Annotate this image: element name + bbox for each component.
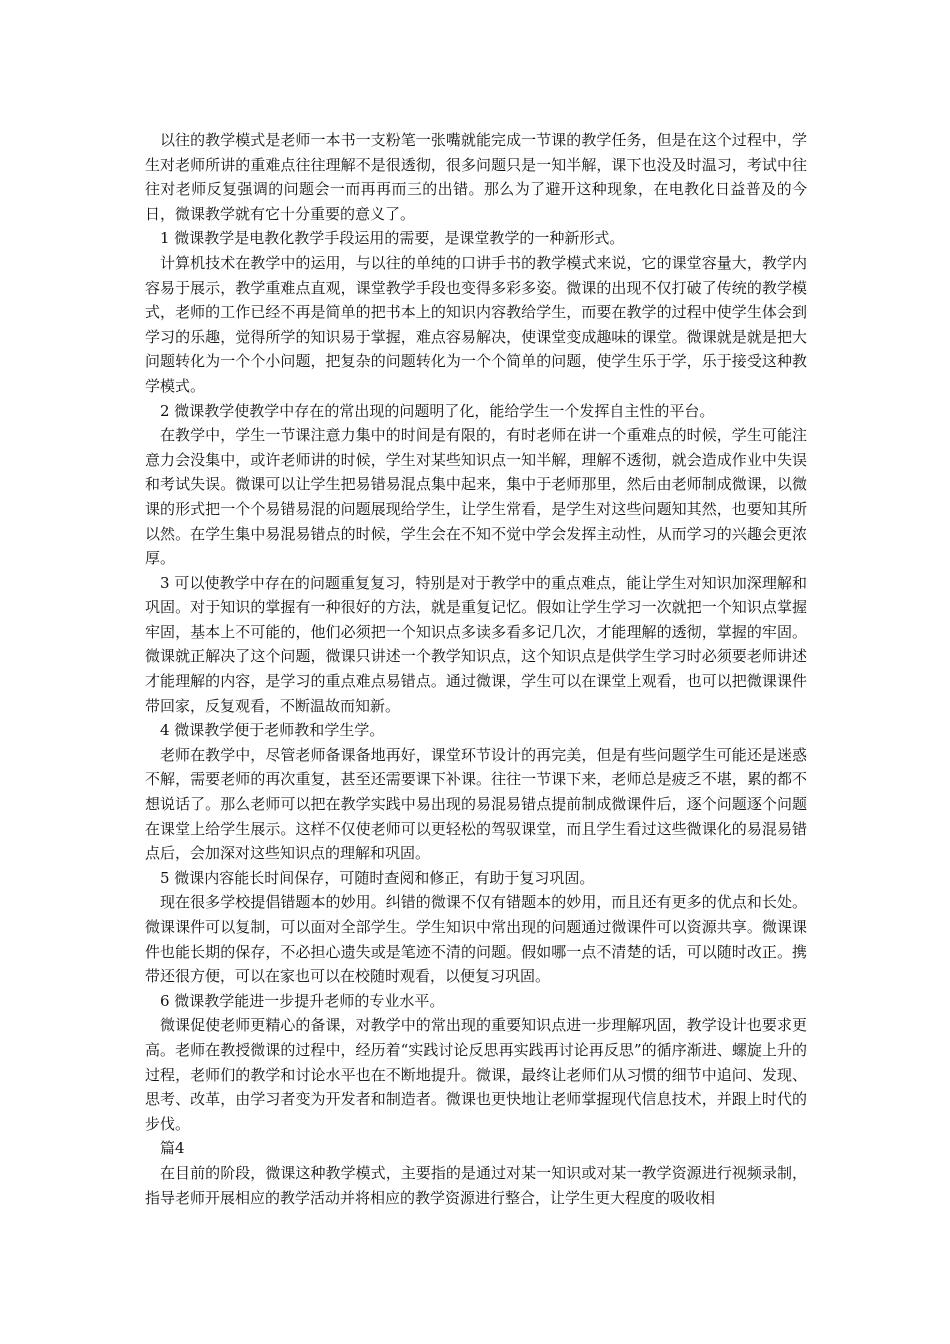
paragraph: 现在很多学校提倡错题本的妙用。纠错的微课不仅有错题本的妙用，而且还有更多的优点和长处。微课课件可以复制，可以面对全部学生。学生知识中常出现的问题通过微课件可以资源共享。微课课件也能长期的保存，不必担心遗失或是笔迹不清的问题。假如哪一点不清楚的话，可以随时改正。携带还很方便，可以在家也可以在校随时观看，以便复习巩固。 bbox=[145, 893, 807, 986]
section-heading-1: 1 微课教学是电教化教学手段运用的需要，是课堂教学的一种新形式。 bbox=[160, 229, 625, 248]
chapter-heading: 篇4 bbox=[160, 1139, 185, 1158]
paragraph: 老师在教学中，尽管老师备课备地再好，课堂环节设计的再完美，但是有些问题学生可能还是迷惑不解，需要老师的再次重复，甚至还需要课下补课。往往一节课下来，老师总是疲乏不堪，累的都不想说话了。那么老师可以把在教学实践中易出现的易混易错点提前制成微课件后，逐个问题逐个问题在课堂上给学生展示。这样不仅使老师可以更轻松的驾驭课堂，而且学生看过这些微课化的易混易错点后，会加深对这些知识点的理解和巩固。 bbox=[145, 745, 807, 863]
section-heading-4: 4 微课教学便于老师教和学生学。 bbox=[160, 721, 385, 740]
intro-paragraph: 以往的教学模式是老师一本书一支粉笔一张嘴就能完成一节课的教学任务，但是在这个过程中，学生对老师所讲的重难点往往理解不是很透彻，很多问题只是一知半解，课下也没及时温习，考试中往往对老师反复强调的问题会一而再再而三的出错。那么为了避开这种现象，在电教化日益普及的今日，微课教学就有它十分重要的意义了。 bbox=[145, 131, 807, 223]
paragraph: 计算机技术在教学中的运用，与以往的单纯的口讲手书的教学模式来说，它的课堂容量大，教学内容易于展示，教学重难点直观，课堂教学手段也变得多彩多姿。微课的出现不仅打破了传统的教学模式，老师的工作已经不再是简单的把书本上的知识内容教给学生，而要在教学的过程中使学生体会到学习的乐趣，觉得所学的知识易于掌握，难点容易解决，使课堂变成趣味的课堂。微课就是就是把大问题转化为一个个小问题，把复杂的问题转化为一个个简单的问题，使学生乐于学，乐于接受这种教学模式。 bbox=[145, 253, 807, 395]
paragraph: 微课促使老师更精心的备课，对教学中的常出现的重要知识点进一步理解巩固，教学设计也要求更高。老师在教授微课的过程中，经历着“实践讨论反思再实践再讨论再反思”的循序渐进、螺旋上升的过程，老师们的教学和讨论水平也在不断地提升。微课，最终让老师们从习惯的细节中追问、发现、思考、改革，由学习者变为开发者和制造者。微课也更快地让老师掌握现代信息技术，并跟上时代的步伐。 bbox=[145, 1016, 807, 1133]
paragraph: 在教学中，学生一节课注意力集中的时间是有限的，有时老师在讲一个重难点的时候，学生可能注意力会没集中，或许老师讲的时候，学生对某些知识点一知半解，理解不透彻，就会造成作业中失误和考试失误。微课可以让学生把易错易混点集中起来，集中于老师那里，然后由老师制成微课，以微课的形式把一个个易错易混的问题展现给学生，让学生常看，是学生对这些问题知其然，也要知其所以然。在学生集中易混易错点的时候，学生会在不知不觉中学会发挥主动性，从而学习的兴趣会更浓厚。 bbox=[145, 426, 807, 568]
section-heading-2: 2 微课教学使教学中存在的常出现的问题明了化，能给学生一个发挥自主性的平台。 bbox=[160, 401, 715, 420]
paragraph: 在目前的阶段，微课这种教学模式，主要指的是通过对某一知识或对某一教学资源进行视频录制，指导老师开展相应的教学活动并将相应的教学资源进行整合，让学生更大程度的吸收相 bbox=[145, 1163, 807, 1207]
document-body bbox=[145, 128, 807, 1210]
section-heading-6: 6 微课教学能进一步提升老师的专业水平。 bbox=[160, 991, 445, 1010]
section-heading-3: 3 可以使教学中存在的问题重复复习，特别是对于教学中的重点难点，能让学生对知识加深理解和巩固。对于知识的掌握有一种很好的方法，就是重复记忆。假如让学生学习一次就把一个知识点掌握牢固，基本上不可能的，他们必须把一个知识点多读多看多记几次，才能理解的透彻，掌握的牢固。微课就正解决了这个问题，微课只讲述一个教学知识点，这个知识点是供学生学习时必须要老师讲述才能理解的内容，是学习的重点难点易错点。通过微课，学生可以在课堂上观看，也可以把微课课件带回家，反复观看，不断温故而知新。 bbox=[145, 573, 807, 715]
section-heading-5: 5 微课内容能长时间保存，可随时查阅和修正，有助于复习巩固。 bbox=[160, 868, 595, 887]
